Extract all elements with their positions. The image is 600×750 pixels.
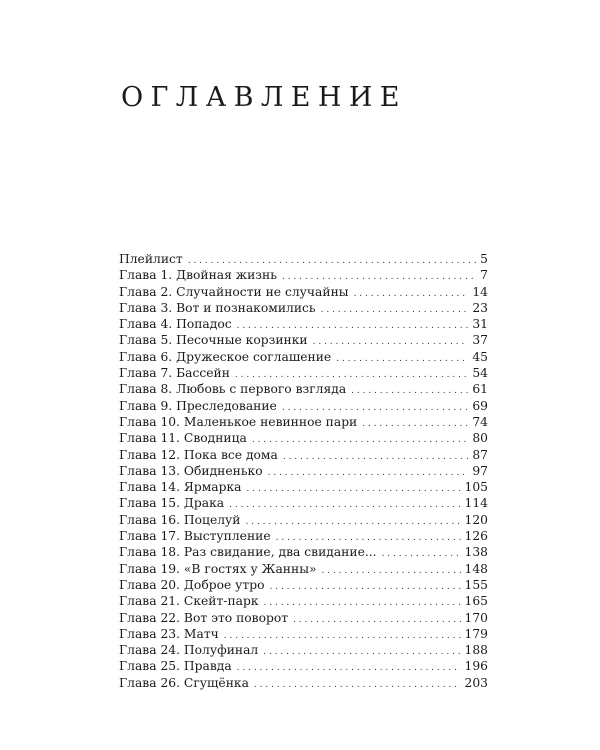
toc-entry-page-number: 74 xyxy=(472,414,488,429)
toc-entry-page-number: 31 xyxy=(472,317,488,332)
toc-entry xyxy=(119,251,488,267)
toc-entry-title: Глава 16. Поцелуй xyxy=(119,512,241,527)
toc-entry-page-number: 170 xyxy=(464,610,488,625)
toc-entry xyxy=(119,430,488,446)
dot-leader xyxy=(270,579,461,595)
dot-leader xyxy=(268,465,469,481)
toc-entry-page-number: 23 xyxy=(472,300,488,315)
toc-entry xyxy=(119,381,488,397)
dot-leader xyxy=(382,546,461,562)
toc-entry-page-number: 7 xyxy=(480,268,488,283)
toc-entry-page-number: 105 xyxy=(464,480,488,495)
dot-leader xyxy=(264,595,461,611)
dot-leader xyxy=(362,416,468,432)
toc-entry-title: Глава 15. Драка xyxy=(119,496,225,511)
toc-entry-title: Глава 21. Скейт-парк xyxy=(119,594,259,609)
toc-entry-page-number: 196 xyxy=(464,659,488,674)
toc-entry xyxy=(119,495,488,511)
toc-entry xyxy=(119,544,488,560)
dot-leader xyxy=(321,302,469,318)
dot-leader xyxy=(247,481,461,497)
toc-entry xyxy=(119,642,488,658)
dot-leader xyxy=(229,497,460,513)
toc-entry-title: Глава 1. Двойная жизнь xyxy=(119,268,277,283)
toc-entry-title: Глава 13. Обидненько xyxy=(119,463,263,478)
toc-entry-title: Глава 26. Сгущёнка xyxy=(119,675,249,690)
toc-entry xyxy=(119,267,488,283)
toc-entry xyxy=(119,349,488,365)
toc-entry-page-number: 179 xyxy=(464,626,488,641)
toc-entry-page-number: 61 xyxy=(472,382,488,397)
toc-entry-page-number: 14 xyxy=(472,284,488,299)
toc-entry-title: Глава 23. Матч xyxy=(119,626,219,641)
toc-entry xyxy=(119,316,488,332)
toc-entry xyxy=(119,577,488,593)
toc-entry-page-number: 5 xyxy=(480,252,488,266)
toc-entry-title: Глава 5. Песочные корзинки xyxy=(119,333,308,348)
dot-leader xyxy=(336,351,468,367)
dot-leader xyxy=(237,660,461,676)
toc-entry xyxy=(119,332,488,348)
toc-entry-title: Глава 10. Маленькое невинное пари xyxy=(119,414,358,429)
toc-entry-title: Глава 3. Вот и познакомились xyxy=(119,300,316,315)
dot-leader xyxy=(293,612,460,628)
toc-entry xyxy=(119,414,488,430)
toc-entry-title: Глава 18. Раз свидание, два свидание... xyxy=(119,545,377,560)
toc-entry-title: Глава 8. Любовь с первого взгляда xyxy=(119,382,347,397)
toc-entry-title: Глава 12. Пока все дома xyxy=(119,447,278,462)
toc-entry-title: Глава 20. Доброе утро xyxy=(119,577,265,592)
toc-entry-title: Глава 24. Полуфинал xyxy=(119,643,259,658)
toc-entry-title: Глава 22. Вот это поворот xyxy=(119,610,289,625)
toc-entry-title: Глава 25. Правда xyxy=(119,659,232,674)
toc-entry xyxy=(119,300,488,316)
toc-entry-page-number: 114 xyxy=(464,496,488,511)
toc-entry-page-number: 203 xyxy=(464,675,488,690)
toc-entry xyxy=(119,479,488,495)
dot-leader xyxy=(322,563,461,579)
dot-leader xyxy=(254,677,461,693)
table-of-contents xyxy=(119,251,488,691)
toc-entry-page-number: 54 xyxy=(472,366,488,381)
toc-entry xyxy=(119,593,488,609)
dot-leader xyxy=(252,432,468,448)
toc-entry-title: Глава 14. Ярмарка xyxy=(119,480,242,495)
toc-entry-page-number: 188 xyxy=(464,643,488,658)
toc-entry-title: Глава 4. Попадос xyxy=(119,317,232,332)
toc-entry-page-number: 155 xyxy=(464,577,488,592)
toc-entry-page-number: 37 xyxy=(472,333,488,348)
toc-entry xyxy=(119,626,488,642)
toc-entry-title: Глава 17. Выступление xyxy=(119,529,271,544)
toc-entry-title: Плейлист xyxy=(119,252,183,266)
toc-entry-page-number: 97 xyxy=(472,463,488,478)
toc-entry-title: Глава 19. «В гостях у Жанны» xyxy=(119,561,317,576)
toc-entry-title: Глава 7. Бассейн xyxy=(119,366,230,381)
toc-entry xyxy=(119,658,488,674)
toc-entry-page-number: 80 xyxy=(472,431,488,446)
dot-leader xyxy=(283,449,469,465)
dot-leader xyxy=(245,514,460,530)
toc-entry-title: Глава 2. Случайности не случайны xyxy=(119,284,349,299)
toc-entry-page-number: 138 xyxy=(464,545,488,560)
toc-entry-page-number: 69 xyxy=(472,398,488,413)
toc-entry-page-number: 87 xyxy=(472,447,488,462)
toc-entry-title: Глава 11. Сводница xyxy=(119,431,247,446)
toc-entry-page-number: 148 xyxy=(464,561,488,576)
toc-entry xyxy=(119,463,488,479)
toc-entry xyxy=(119,284,488,300)
toc-entry xyxy=(119,561,488,577)
toc-entry xyxy=(119,398,488,414)
toc-entry xyxy=(119,512,488,528)
toc-entry xyxy=(119,675,488,691)
dot-leader xyxy=(224,628,461,644)
toc-entry-page-number: 126 xyxy=(464,529,488,544)
toc-entry-page-number: 165 xyxy=(464,594,488,609)
toc-entry xyxy=(119,610,488,626)
toc-entry-title: Глава 9. Преследование xyxy=(119,398,277,413)
dot-leader xyxy=(313,334,469,350)
toc-entry xyxy=(119,365,488,381)
dot-leader xyxy=(351,383,468,399)
dot-leader xyxy=(263,644,460,660)
page-title: ОГЛАВЛЕНИЕ xyxy=(121,82,407,114)
toc-entry-page-number: 45 xyxy=(472,349,488,364)
dot-leader xyxy=(354,286,469,302)
toc-entry-title: Глава 6. Дружеское соглашение xyxy=(119,349,332,364)
toc-entry-page-number: 120 xyxy=(464,512,488,527)
toc-entry xyxy=(119,528,488,544)
toc-entry xyxy=(119,447,488,463)
